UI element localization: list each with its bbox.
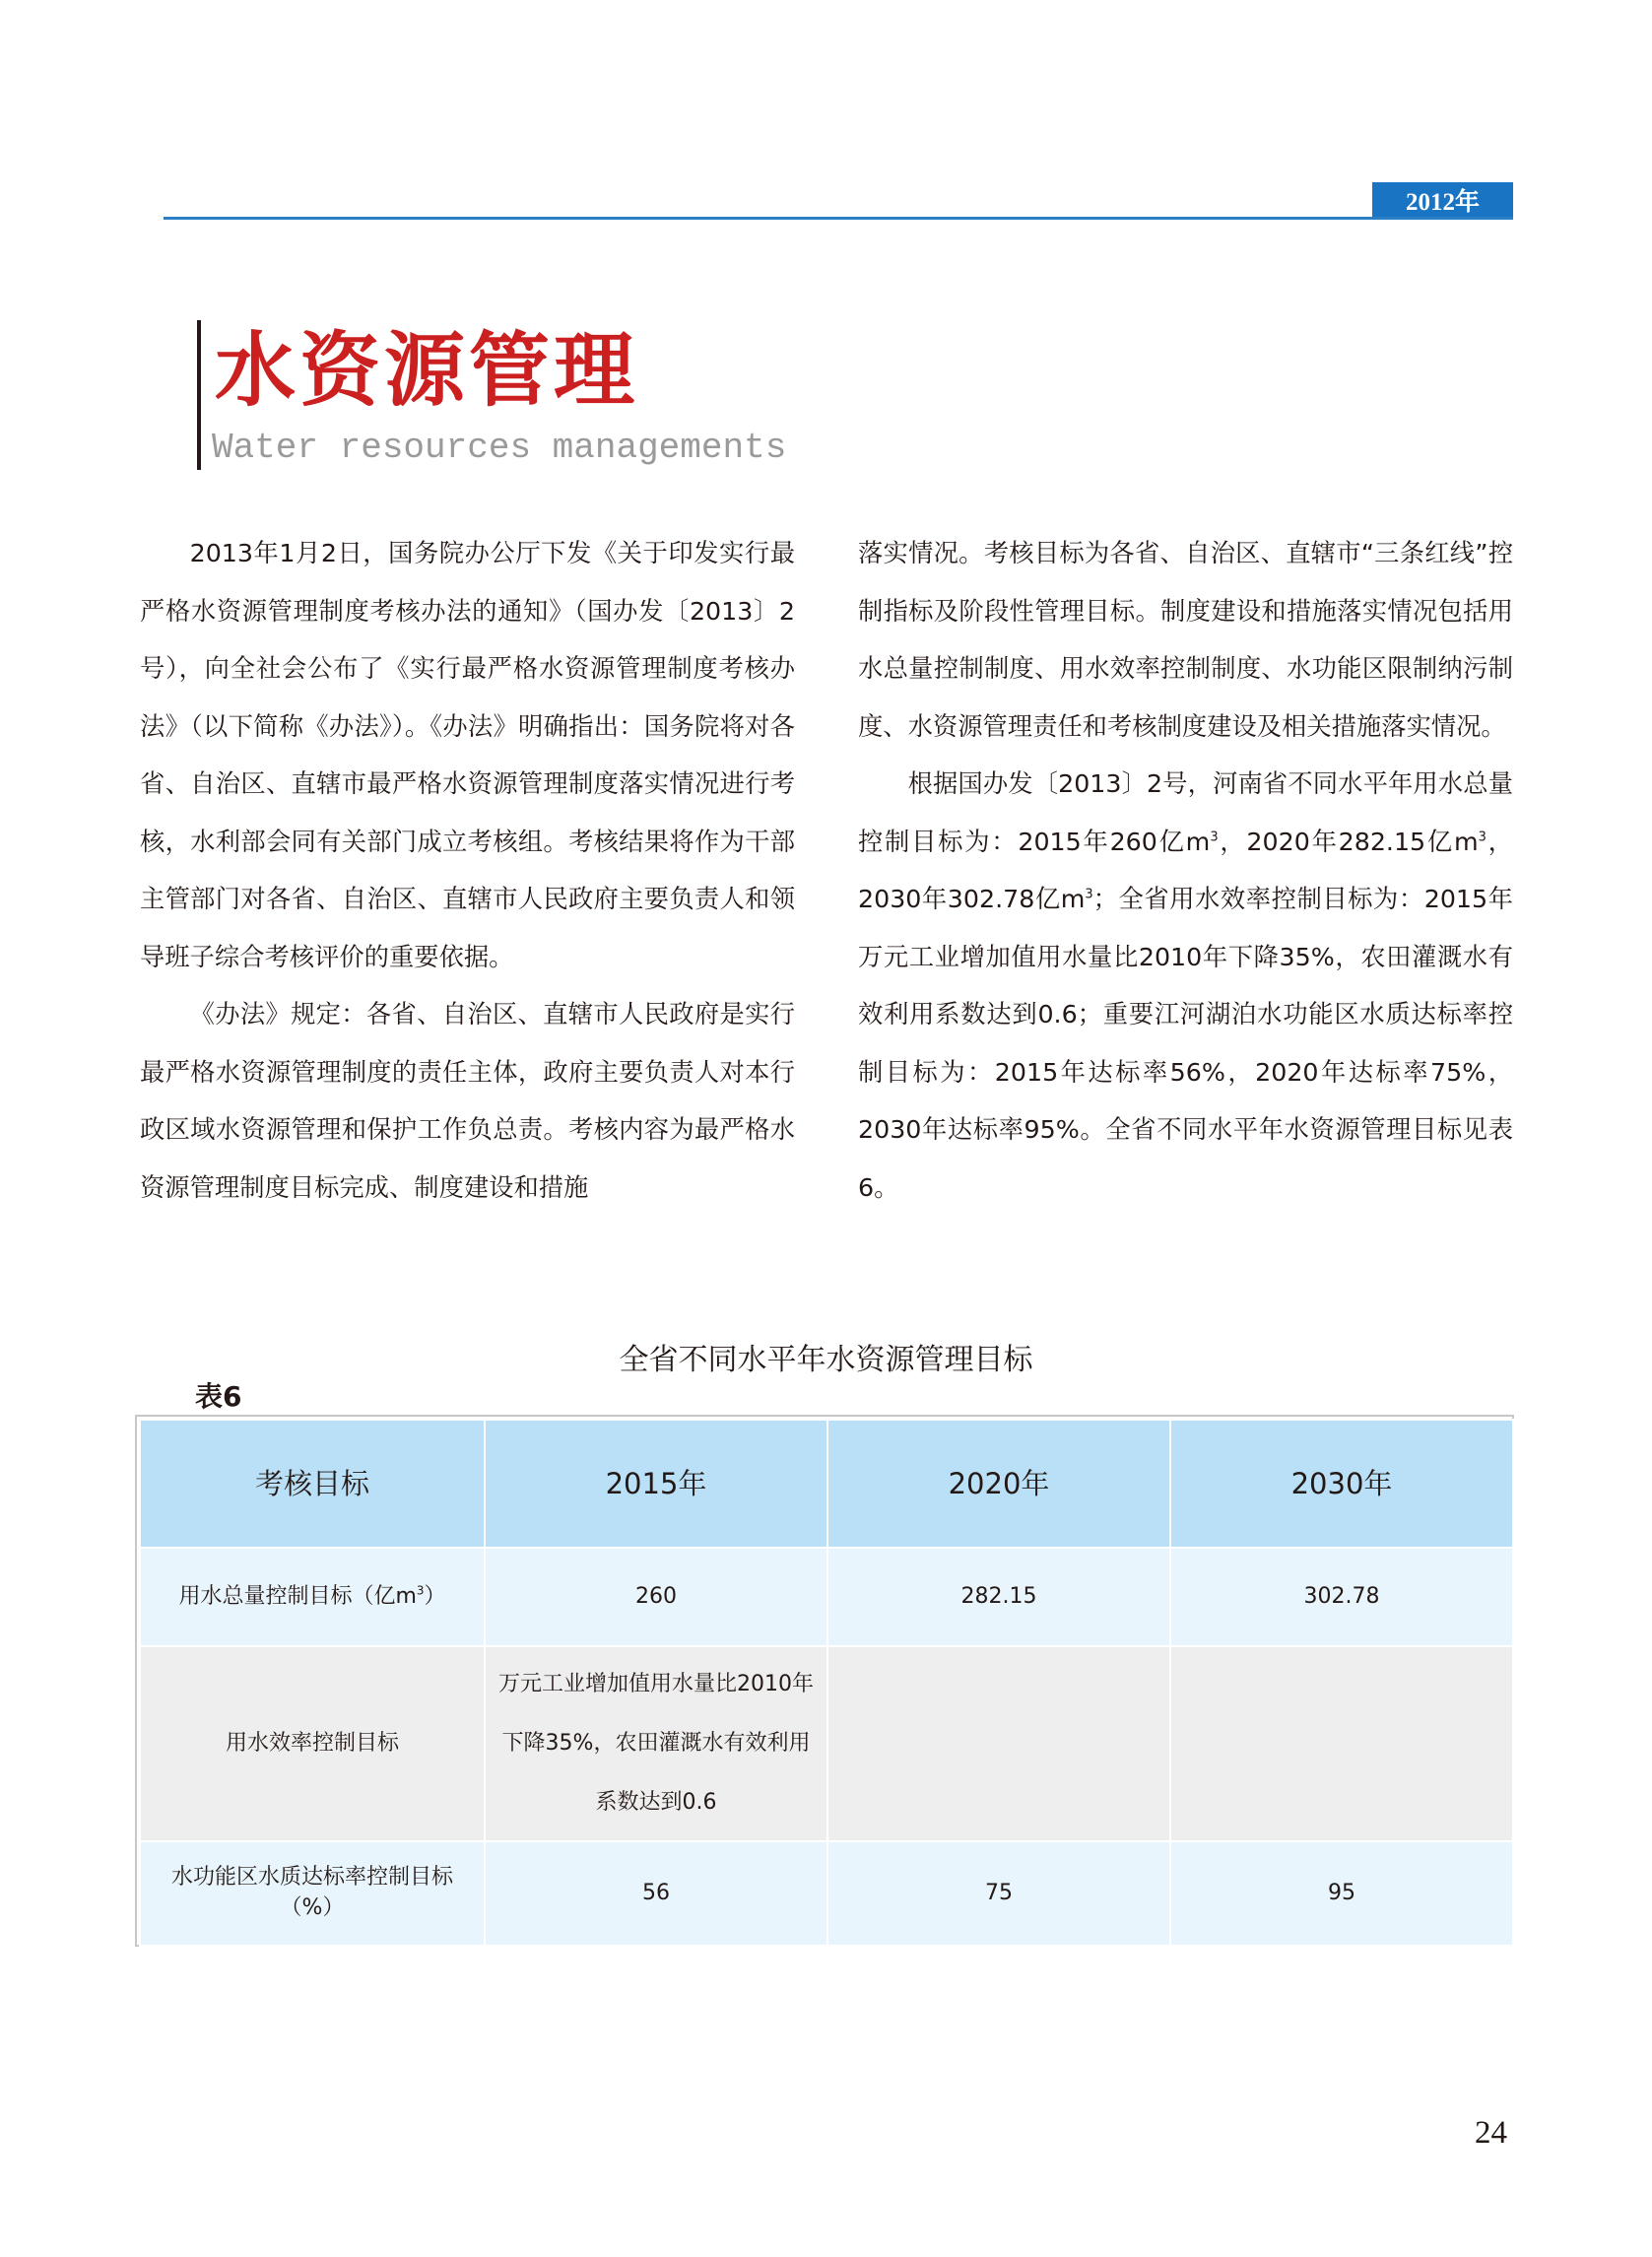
- text-run: 用水总量控制目标（亿m: [178, 1583, 417, 1609]
- table-cell: 75: [827, 1841, 1170, 1946]
- table-row: [140, 1646, 1513, 1841]
- table-row-label: 水功能区水质达标率控制目标（%）: [140, 1841, 485, 1946]
- text-run: 根据国办发〔2013〕2号，河南省不同水平年用水总量控制目标为：2015年260亿m: [858, 769, 1513, 856]
- table-header-cell: 2030年: [1170, 1420, 1513, 1548]
- table-cell: 260: [485, 1548, 827, 1646]
- text-run: ，2030年302.78亿m: [858, 827, 1513, 913]
- table-header-row: [140, 1420, 1513, 1548]
- table-cell: 282.15: [827, 1548, 1170, 1646]
- table-cell: 万元工业增加值用水量比2010年下降35%，农田灌溉水有效利用系数达到0.6: [485, 1646, 827, 1841]
- table-row-label: [140, 1548, 485, 1646]
- left-text-column: [140, 525, 795, 1217]
- superscript: 3: [416, 1583, 425, 1598]
- table-header-cell: 2020年: [827, 1420, 1170, 1548]
- text-run: ；全省用水效率控制目标为：2015年万元工业增加值用水量比2010年下降35%，农田灌溉水有效利用系数达到0.6；重要江河湖泊水功能区水质达标率控制目标为：2015年达标率56%，2020年达标率75%，2030年达标率95%。全省不同水平年水资源管理目标见表6。: [858, 885, 1513, 1202]
- table-label: 表6: [195, 1380, 242, 1413]
- table-header-cell: 2015年: [485, 1420, 827, 1548]
- superscript: 3: [1085, 887, 1093, 902]
- table-cell: [1170, 1646, 1513, 1841]
- text-run: ）: [424, 1583, 446, 1609]
- table-row: [140, 1841, 1513, 1946]
- right-text-column: [858, 525, 1513, 1217]
- paragraph: 落实情况。考核目标为各省、自治区、直辖市“三条红线”控制指标及阶段性管理目标。制度建设和措施落实情况包括用水总量控制制度、用水效率控制制度、水功能区限制纳污制度、水资源管理责任和考核制度建设及相关措施落实情况。: [858, 539, 1513, 741]
- table-header-cell: 考核目标: [140, 1420, 485, 1548]
- text-run: ，2020年282.15亿m: [1218, 827, 1479, 856]
- superscript: 3: [1478, 830, 1487, 845]
- superscript: 3: [1210, 830, 1219, 845]
- section-subtitle: Water resources managements: [212, 428, 787, 468]
- table-cell: [827, 1646, 1170, 1841]
- table-row-label: 用水效率控制目标: [140, 1646, 485, 1841]
- paragraph: [858, 756, 1513, 1217]
- section-title: 水资源管理: [215, 323, 639, 418]
- table-cell: 302.78: [1170, 1548, 1513, 1646]
- table-title: 全省不同水平年水资源管理目标: [619, 1343, 1033, 1377]
- table-cell: 95: [1170, 1841, 1513, 1946]
- page-number: 24: [1475, 2115, 1507, 2151]
- year-badge: 2012年: [1372, 182, 1513, 217]
- table-cell: 56: [485, 1841, 827, 1946]
- paragraph: 《办法》规定：各省、自治区、直辖市人民政府是实行最严格水资源管理制度的责任主体，政府主要负责人对本行政区域水资源管理和保护工作负总责。考核内容为最严格水资源管理制度目标完成、制度建设和措施: [140, 1000, 795, 1202]
- targets-table: [139, 1419, 1514, 1947]
- title-accent-bar: [197, 320, 201, 470]
- paragraph: 2013年1月2日，国务院办公厅下发《关于印发实行最严格水资源管理制度考核办法的通知》（国办发〔2013〕2号），向全社会公布了《实行最严格水资源管理制度考核办法》（以下简称《办法》）。《办法》明确指出：国务院将对各省、自治区、直辖市最严格水资源管理制度落实情况进行考核，水利部会同有关部门成立考核组。考核结果将作为干部主管部门对各省、自治区、直辖市人民政府主要负责人和领导班子综合考核评价的重要依据。: [140, 539, 795, 971]
- header-rule: [164, 217, 1513, 220]
- table-row: [140, 1548, 1513, 1646]
